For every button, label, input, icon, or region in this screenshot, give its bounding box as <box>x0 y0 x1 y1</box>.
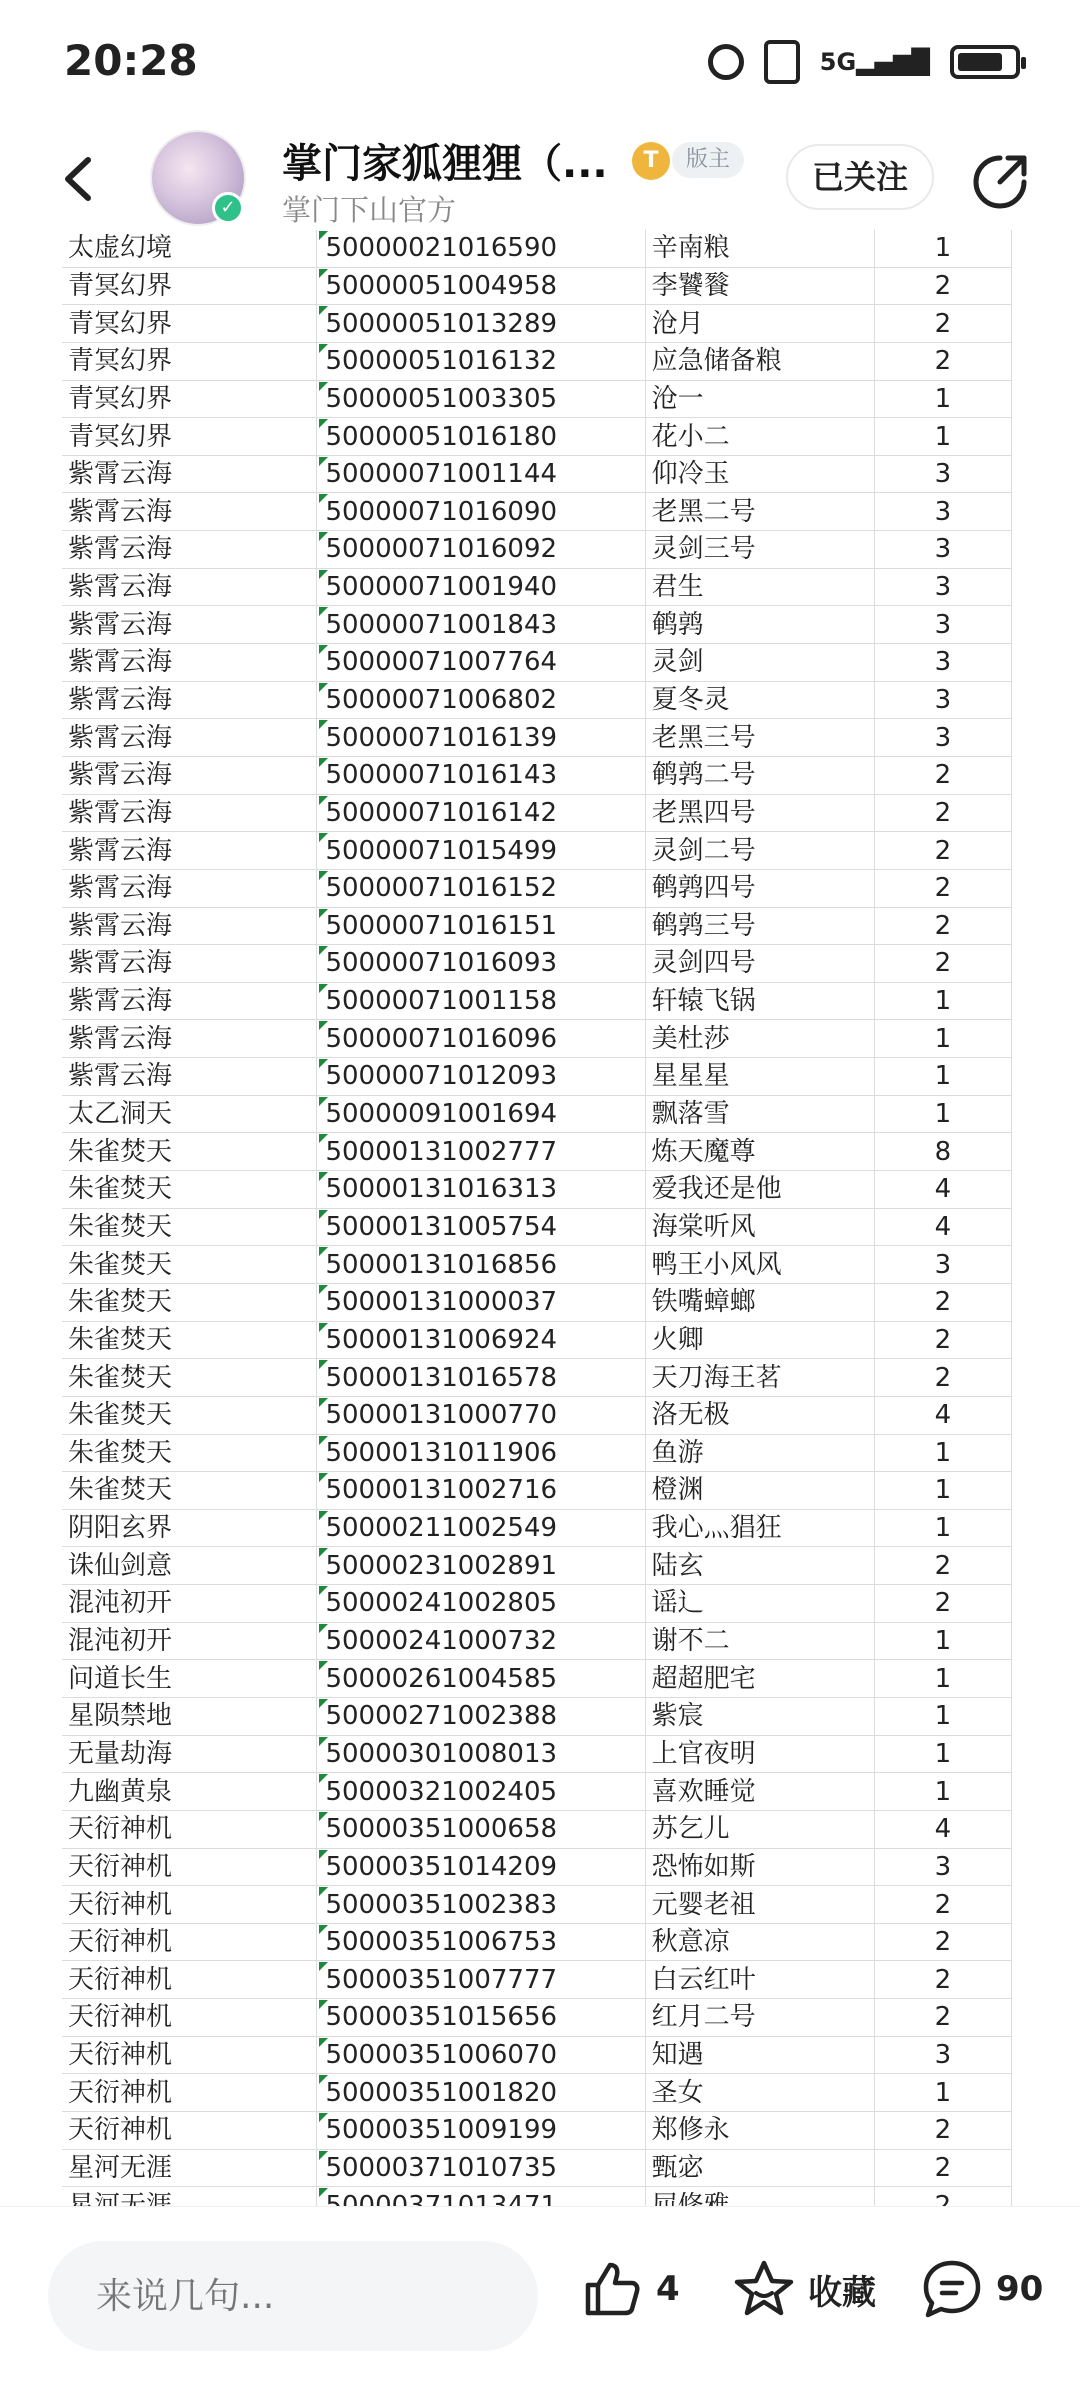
cell-region: 朱雀焚天 <box>62 1208 317 1246</box>
table-row <box>62 907 1012 945</box>
table-row <box>62 1660 1012 1698</box>
table-row <box>62 380 1012 418</box>
cell-count: 1 <box>874 1058 1011 1096</box>
cell-count: 2 <box>874 2149 1011 2187</box>
cell-count: 1 <box>874 1095 1011 1133</box>
cell-region: 朱雀焚天 <box>62 1434 317 1472</box>
cell-count: 4 <box>874 1171 1011 1209</box>
cell-region: 天衍神机 <box>62 1923 317 1961</box>
cell-region: 紫霄云海 <box>62 794 317 832</box>
page-title[interactable]: 掌门家狐狸狸（... <box>282 141 608 187</box>
cell-region: 太虚幻境 <box>62 230 317 267</box>
cell-region: 天衍神机 <box>62 1810 317 1848</box>
cell-id: 50000071016092 <box>317 531 645 569</box>
cell-count: 3 <box>874 644 1011 682</box>
cell-name: 超超肥宅 <box>645 1660 874 1698</box>
cell-name: 沧一 <box>645 380 874 418</box>
cell-count: 1 <box>874 1020 1011 1058</box>
cell-id: 50000131016856 <box>317 1246 645 1284</box>
cell-count: 3 <box>874 2036 1011 2074</box>
cell-name: 鹌鹑四号 <box>645 869 874 907</box>
cell-name: 铁嘴蟑螂 <box>645 1283 874 1321</box>
table-row <box>62 2112 1012 2150</box>
cell-region: 紫霄云海 <box>62 1020 317 1058</box>
cell-count: 2 <box>874 907 1011 945</box>
cell-count: 2 <box>874 756 1011 794</box>
cell-region: 青冥幻界 <box>62 267 317 305</box>
cell-name: 火卿 <box>645 1321 874 1359</box>
cell-region: 紫霄云海 <box>62 644 317 682</box>
cell-id: 50000231002891 <box>317 1547 645 1585</box>
table-row <box>62 1058 1012 1096</box>
table-row <box>62 493 1012 531</box>
cell-id: 50000071016143 <box>317 756 645 794</box>
cell-id: 50000351006070 <box>317 2036 645 2074</box>
cell-region: 混沌初开 <box>62 1585 317 1623</box>
cell-name: 紫宸 <box>645 1697 874 1735</box>
comment-input[interactable] <box>48 2241 538 2351</box>
cell-region: 朱雀焚天 <box>62 1246 317 1284</box>
cell-id: 50000051003305 <box>317 380 645 418</box>
cell-region: 九幽黄泉 <box>62 1773 317 1811</box>
cell-name: 花小二 <box>645 418 874 456</box>
cell-count: 3 <box>874 531 1011 569</box>
cell-id: 50000351014209 <box>317 1848 645 1886</box>
cell-id: 50000051016180 <box>317 418 645 456</box>
cell-id: 50000371010735 <box>317 2149 645 2187</box>
cell-id: 50000131002716 <box>317 1472 645 1510</box>
cell-id: 50000351007777 <box>317 1961 645 1999</box>
cell-id: 50000211002549 <box>317 1509 645 1547</box>
cell-count: 2 <box>874 1283 1011 1321</box>
cell-id: 50000351000658 <box>317 1810 645 1848</box>
table-row <box>62 1547 1012 1585</box>
cell-name: 知遇 <box>645 2036 874 2074</box>
vibrate-icon <box>764 40 800 84</box>
cell-count: 8 <box>874 1133 1011 1171</box>
cell-id: 50000351009199 <box>317 2112 645 2150</box>
cell-id: 50000091001694 <box>317 1095 645 1133</box>
author-subtitle: 掌门下山官方 <box>282 193 457 227</box>
table-row <box>62 1246 1012 1284</box>
cell-region: 诛仙剑意 <box>62 1547 317 1585</box>
role-badge: 版主 <box>672 142 744 178</box>
table-row <box>62 681 1012 719</box>
cell-region: 紫霄云海 <box>62 907 317 945</box>
table-row <box>62 267 1012 305</box>
cell-id: 50000071001843 <box>317 606 645 644</box>
cell-id: 50000241002805 <box>317 1585 645 1623</box>
cell-region: 紫霄云海 <box>62 756 317 794</box>
cell-id: 50000261004585 <box>317 1660 645 1698</box>
table-row <box>62 982 1012 1020</box>
status-time: 20:28 <box>64 36 198 85</box>
cell-id: 50000051016132 <box>317 342 645 380</box>
cell-name: 我心灬猖狂 <box>645 1509 874 1547</box>
cell-id: 50000071001144 <box>317 455 645 493</box>
table-row <box>62 1735 1012 1773</box>
cell-id: 50000071016151 <box>317 907 645 945</box>
table-row <box>62 719 1012 757</box>
cell-region: 紫霄云海 <box>62 568 317 606</box>
cell-region: 星陨禁地 <box>62 1697 317 1735</box>
alarm-icon <box>708 44 744 80</box>
cell-id: 50000351015656 <box>317 1999 645 2037</box>
cell-region: 紫霄云海 <box>62 945 317 983</box>
cell-name: 海棠听风 <box>645 1208 874 1246</box>
cell-id: 50000351001820 <box>317 2074 645 2112</box>
table-row <box>62 2036 1012 2074</box>
table-row <box>62 1208 1012 1246</box>
table-row <box>62 1133 1012 1171</box>
cell-region: 青冥幻界 <box>62 342 317 380</box>
table-row <box>62 945 1012 983</box>
cell-id: 50000241000732 <box>317 1622 645 1660</box>
cell-count: 1 <box>874 1697 1011 1735</box>
cell-count: 1 <box>874 230 1011 267</box>
cell-count: 3 <box>874 1246 1011 1284</box>
cell-region: 天衍神机 <box>62 1961 317 1999</box>
cell-count: 1 <box>874 1472 1011 1510</box>
cell-region: 青冥幻界 <box>62 305 317 343</box>
cell-region: 天衍神机 <box>62 2036 317 2074</box>
comment-count: 90 <box>996 2269 1044 2309</box>
follow-button[interactable]: 已关注 <box>786 144 934 210</box>
spreadsheet-table <box>62 230 1012 2263</box>
cell-name: 灵剑四号 <box>645 945 874 983</box>
cell-name: 炼天魔尊 <box>645 1133 874 1171</box>
cell-region: 朱雀焚天 <box>62 1359 317 1397</box>
cell-name: 红月二号 <box>645 1999 874 2037</box>
comment-bubble-icon <box>920 2257 984 2321</box>
cell-name: 喜欢睡觉 <box>645 1773 874 1811</box>
cell-name: 恐怖如斯 <box>645 1848 874 1886</box>
bottom-action-bar <box>0 2206 1080 2383</box>
cell-region: 朱雀焚天 <box>62 1321 317 1359</box>
cell-name: 陆玄 <box>645 1547 874 1585</box>
cell-region: 朱雀焚天 <box>62 1171 317 1209</box>
cell-region: 紫霄云海 <box>62 719 317 757</box>
cell-id: 50000071016152 <box>317 869 645 907</box>
star-icon <box>732 2257 796 2321</box>
cell-region: 无量劫海 <box>62 1735 317 1773</box>
cell-region: 紫霄云海 <box>62 982 317 1020</box>
cell-count: 1 <box>874 418 1011 456</box>
cell-id: 50000021016590 <box>317 230 645 267</box>
cell-name: 李饕餮 <box>645 267 874 305</box>
cell-id: 50000301008013 <box>317 1735 645 1773</box>
cell-id: 50000131000770 <box>317 1396 645 1434</box>
cell-id: 50000071016139 <box>317 719 645 757</box>
like-button[interactable] <box>580 2257 680 2321</box>
comment-button[interactable] <box>920 2257 1043 2321</box>
cell-region: 朱雀焚天 <box>62 1396 317 1434</box>
table-row <box>62 1886 1012 1924</box>
cell-name: 橙渊 <box>645 1472 874 1510</box>
table-row <box>62 1999 1012 2037</box>
cell-name: 谣辶 <box>645 1585 874 1623</box>
cell-name: 美杜莎 <box>645 1020 874 1058</box>
cell-name: 鱼游 <box>645 1434 874 1472</box>
cell-name: 元婴老祖 <box>645 1886 874 1924</box>
table-row <box>62 1396 1012 1434</box>
cell-name: 应急储备粮 <box>645 342 874 380</box>
status-icons <box>708 40 1020 84</box>
cell-region: 朱雀焚天 <box>62 1472 317 1510</box>
cell-count: 2 <box>874 1961 1011 1999</box>
cell-count: 2 <box>874 1585 1011 1623</box>
cell-name: 鸭王小风风 <box>645 1246 874 1284</box>
cell-name: 郑修永 <box>645 2112 874 2150</box>
cell-id: 50000071015499 <box>317 832 645 870</box>
cell-count: 1 <box>874 982 1011 1020</box>
cell-region: 天衍神机 <box>62 1848 317 1886</box>
cell-name: 老黑四号 <box>645 794 874 832</box>
table-row <box>62 2074 1012 2112</box>
table-row <box>62 1359 1012 1397</box>
cell-region: 混沌初开 <box>62 1622 317 1660</box>
cell-id: 50000131005754 <box>317 1208 645 1246</box>
cell-count: 3 <box>874 493 1011 531</box>
cell-name: 轩辕飞锅 <box>645 982 874 1020</box>
table-row <box>62 1848 1012 1886</box>
cell-name: 沧月 <box>645 305 874 343</box>
cell-name: 甄宓 <box>645 2149 874 2187</box>
cell-name: 星星星 <box>645 1058 874 1096</box>
cell-count: 2 <box>874 305 1011 343</box>
cell-id: 50000051004958 <box>317 267 645 305</box>
cell-count: 3 <box>874 455 1011 493</box>
table-row <box>62 1171 1012 1209</box>
cell-region: 紫霄云海 <box>62 1058 317 1096</box>
cell-region: 天衍神机 <box>62 1886 317 1924</box>
cell-id: 50000071012093 <box>317 1058 645 1096</box>
cell-id: 50000131000037 <box>317 1283 645 1321</box>
cell-id: 50000071016142 <box>317 794 645 832</box>
share-icon[interactable] <box>968 150 1032 214</box>
table-row <box>62 1434 1012 1472</box>
cell-count: 2 <box>874 2112 1011 2150</box>
table-row <box>62 342 1012 380</box>
cell-id: 50000131011906 <box>317 1434 645 1472</box>
cell-name: 老黑三号 <box>645 719 874 757</box>
thumbs-up-icon <box>580 2257 644 2321</box>
verified-check-icon: ✓ <box>212 192 244 224</box>
table-row <box>62 1961 1012 1999</box>
table-row <box>62 1697 1012 1735</box>
cell-region: 紫霄云海 <box>62 832 317 870</box>
cell-region: 紫霄云海 <box>62 606 317 644</box>
cell-name: 君生 <box>645 568 874 606</box>
cell-id: 50000071006802 <box>317 681 645 719</box>
cell-count: 2 <box>874 869 1011 907</box>
table-row <box>62 794 1012 832</box>
cell-count: 1 <box>874 1509 1011 1547</box>
table-row <box>62 756 1012 794</box>
cell-name: 灵剑三号 <box>645 531 874 569</box>
cell-region: 朱雀焚天 <box>62 1283 317 1321</box>
cell-id: 50000321002405 <box>317 1773 645 1811</box>
cell-region: 问道长生 <box>62 1660 317 1698</box>
cell-region: 青冥幻界 <box>62 418 317 456</box>
cell-id: 50000071016096 <box>317 1020 645 1058</box>
network-label: 5G <box>819 48 857 76</box>
table-row <box>62 1283 1012 1321</box>
cell-region: 天衍神机 <box>62 2074 317 2112</box>
cell-count: 3 <box>874 681 1011 719</box>
table-row <box>62 1472 1012 1510</box>
cell-name: 夏冬灵 <box>645 681 874 719</box>
cell-count: 1 <box>874 380 1011 418</box>
cell-name: 仰冷玉 <box>645 455 874 493</box>
cell-id: 50000071001940 <box>317 568 645 606</box>
cell-id: 50000351002383 <box>317 1886 645 1924</box>
cell-region: 紫霄云海 <box>62 531 317 569</box>
cell-count: 3 <box>874 606 1011 644</box>
cell-count: 2 <box>874 832 1011 870</box>
back-arrow-icon[interactable] <box>54 154 104 204</box>
cell-count: 4 <box>874 1810 1011 1848</box>
table-row <box>62 1321 1012 1359</box>
cell-name: 灵剑二号 <box>645 832 874 870</box>
cell-count: 1 <box>874 1660 1011 1698</box>
cell-id: 50000071007764 <box>317 644 645 682</box>
cell-name: 洛无极 <box>645 1396 874 1434</box>
table-row <box>62 1020 1012 1058</box>
cell-region: 天衍神机 <box>62 1999 317 2037</box>
cell-count: 3 <box>874 719 1011 757</box>
cell-region: 星河无涯 <box>62 2149 317 2187</box>
cell-name: 秋意凉 <box>645 1923 874 1961</box>
cell-name: 辛南粮 <box>645 230 874 267</box>
cell-count: 3 <box>874 568 1011 606</box>
level-badge-icon: T <box>632 142 670 180</box>
cell-count: 2 <box>874 1999 1011 2037</box>
favorite-label: 收藏 <box>808 2272 876 2313</box>
table-row <box>62 305 1012 343</box>
cell-count: 2 <box>874 1321 1011 1359</box>
table-row <box>62 869 1012 907</box>
cell-count: 2 <box>874 945 1011 983</box>
cell-count: 1 <box>874 1434 1011 1472</box>
cell-name: 老黑二号 <box>645 493 874 531</box>
cell-count: 1 <box>874 2074 1011 2112</box>
cell-count: 2 <box>874 794 1011 832</box>
signal-icon: 5G▂▄▆█ <box>819 48 930 76</box>
cell-name: 谢不二 <box>645 1622 874 1660</box>
cell-name: 爱我还是他 <box>645 1171 874 1209</box>
cell-name: 飘落雪 <box>645 1095 874 1133</box>
cell-name: 苏乞儿 <box>645 1810 874 1848</box>
table-row <box>62 568 1012 606</box>
cell-region: 天衍神机 <box>62 2112 317 2150</box>
cell-name: 天刀海王茗 <box>645 1359 874 1397</box>
table-row <box>62 1622 1012 1660</box>
cell-count: 1 <box>874 1735 1011 1773</box>
table-row <box>62 606 1012 644</box>
table-row <box>62 2149 1012 2187</box>
cell-count: 1 <box>874 1773 1011 1811</box>
cell-region: 朱雀焚天 <box>62 1133 317 1171</box>
cell-count: 2 <box>874 1923 1011 1961</box>
cell-id: 50000071001158 <box>317 982 645 1020</box>
spreadsheet-image[interactable] <box>62 233 1012 2206</box>
cell-id: 50000271002388 <box>317 1697 645 1735</box>
table-row <box>62 832 1012 870</box>
cell-count: 4 <box>874 1396 1011 1434</box>
cell-region: 太乙洞天 <box>62 1095 317 1133</box>
table-row <box>62 531 1012 569</box>
table-row <box>62 1509 1012 1547</box>
cell-id: 50000131006924 <box>317 1321 645 1359</box>
cell-region: 紫霄云海 <box>62 455 317 493</box>
table-row <box>62 1810 1012 1848</box>
cell-count: 4 <box>874 1208 1011 1246</box>
cell-region: 紫霄云海 <box>62 681 317 719</box>
table-row <box>62 1585 1012 1623</box>
cell-id: 50000051013289 <box>317 305 645 343</box>
cell-name: 圣女 <box>645 2074 874 2112</box>
cell-count: 1 <box>874 1622 1011 1660</box>
favorite-button[interactable] <box>732 2257 876 2321</box>
table-row <box>62 455 1012 493</box>
cell-count: 2 <box>874 267 1011 305</box>
cell-count: 2 <box>874 1886 1011 1924</box>
table-row <box>62 644 1012 682</box>
cell-id: 50000351006753 <box>317 1923 645 1961</box>
cell-id: 50000131016578 <box>317 1359 645 1397</box>
cell-name: 灵剑 <box>645 644 874 682</box>
table-row <box>62 1773 1012 1811</box>
cell-name: 白云红叶 <box>645 1961 874 1999</box>
cell-count: 2 <box>874 342 1011 380</box>
table-row <box>62 230 1012 267</box>
like-count: 4 <box>656 2269 680 2309</box>
status-bar <box>0 0 1080 120</box>
cell-name: 鹌鹑二号 <box>645 756 874 794</box>
cell-id: 50000131016313 <box>317 1171 645 1209</box>
battery-icon <box>950 45 1020 79</box>
cell-name: 鹌鹑 <box>645 606 874 644</box>
cell-region: 青冥幻界 <box>62 380 317 418</box>
cell-region: 紫霄云海 <box>62 493 317 531</box>
cell-count: 3 <box>874 1848 1011 1886</box>
cell-name: 鹌鹑三号 <box>645 907 874 945</box>
cell-id: 50000071016093 <box>317 945 645 983</box>
table-row <box>62 1095 1012 1133</box>
cell-name: 上官夜明 <box>645 1735 874 1773</box>
cell-region: 阴阳玄界 <box>62 1509 317 1547</box>
cell-count: 2 <box>874 1547 1011 1585</box>
table-row <box>62 1923 1012 1961</box>
cell-id: 50000071016090 <box>317 493 645 531</box>
post-header <box>0 120 1080 246</box>
cell-count: 2 <box>874 1359 1011 1397</box>
cell-region: 紫霄云海 <box>62 869 317 907</box>
cell-id: 50000131002777 <box>317 1133 645 1171</box>
table-row <box>62 418 1012 456</box>
